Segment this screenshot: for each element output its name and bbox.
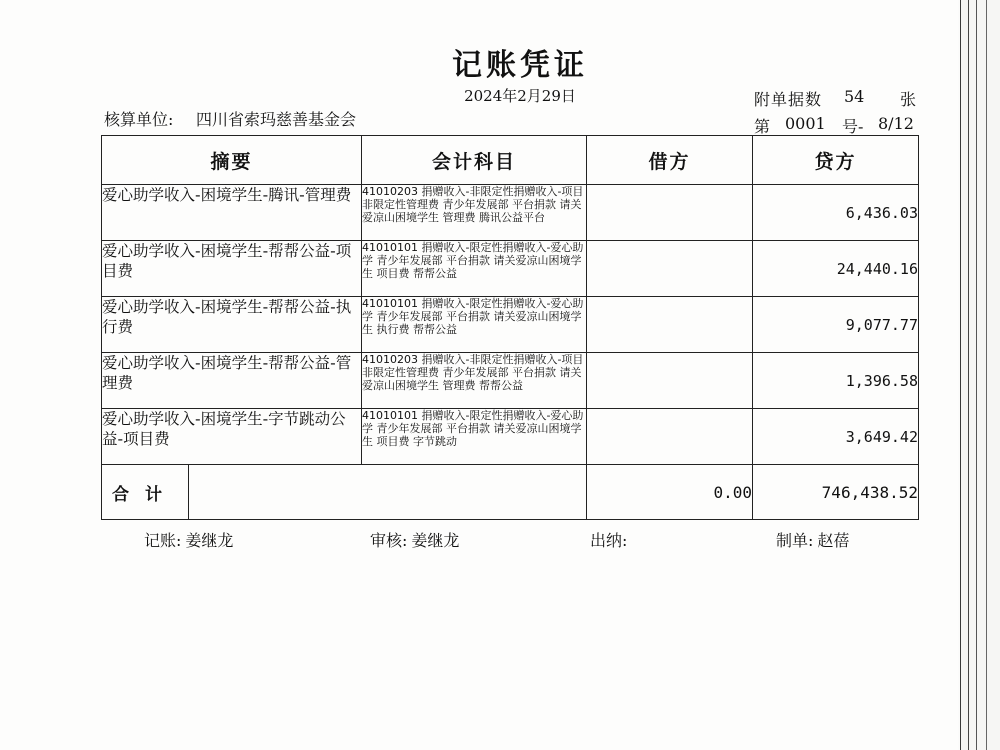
row-summary: 爱心助学收入-困境学生-帮帮公益-执行费 bbox=[102, 297, 362, 353]
row-summary: 爱心助学收入-困境学生-帮帮公益-管理费 bbox=[102, 353, 362, 409]
voucher-date: 2024年2月29日 bbox=[464, 87, 576, 105]
total-row bbox=[102, 465, 919, 520]
voucher-page-number: 8/12 bbox=[878, 114, 914, 133]
row-summary: 爱心助学收入-困境学生-帮帮公益-项目费 bbox=[102, 241, 362, 297]
table-row bbox=[102, 297, 919, 353]
bookkeeper-name: 姜继龙 bbox=[185, 531, 234, 550]
total-debit: 0.00 bbox=[587, 465, 753, 520]
table-row bbox=[102, 241, 919, 297]
row-credit: 3,649.42 bbox=[753, 409, 919, 465]
unit-value: 四川省索玛慈善基金会 bbox=[196, 110, 357, 129]
table-row bbox=[102, 409, 919, 465]
reviewer-label: 审核: bbox=[370, 531, 408, 550]
row-credit: 1,396.58 bbox=[753, 353, 919, 409]
row-debit bbox=[587, 297, 753, 353]
row-debit bbox=[587, 409, 753, 465]
header-debit: 借方 bbox=[587, 136, 753, 185]
row-summary: 爱心助学收入-困境学生-腾讯-管理费 bbox=[102, 185, 362, 241]
row-debit bbox=[587, 353, 753, 409]
preparer-signature bbox=[776, 528, 849, 551]
voucher-number: 0001 bbox=[785, 114, 826, 133]
row-account: 41010101 捐赠收入-限定性捐赠收入-爱心助学 青少年发展部 平台捐款 请关爱凉山困境学生 执行费 帮帮公益 bbox=[362, 297, 587, 353]
cashier-label: 出纳: bbox=[590, 531, 628, 550]
row-debit bbox=[587, 241, 753, 297]
voucher-table bbox=[101, 135, 919, 520]
header-account: 会计科目 bbox=[362, 136, 587, 185]
voucher-prefix: 第 bbox=[754, 117, 771, 136]
row-account: 41010203 捐赠收入-非限定性捐赠收入-项目非限定性管理费 青少年发展部 平台捐款 请关爱凉山困境学生 管理费 帮帮公益 bbox=[362, 353, 587, 409]
header-credit: 贷方 bbox=[753, 136, 919, 185]
row-debit bbox=[587, 185, 753, 241]
table-row bbox=[102, 353, 919, 409]
reviewer-signature bbox=[370, 528, 459, 551]
total-credit: 746,438.52 bbox=[753, 465, 919, 520]
attachments-label: 附单据数 bbox=[754, 90, 823, 109]
row-summary: 爱心助学收入-困境学生-字节跳动公益-项目费 bbox=[102, 409, 362, 465]
attachments-count: 54 bbox=[844, 87, 865, 106]
row-account: 41010101 捐赠收入-限定性捐赠收入-爱心助学 青少年发展部 平台捐款 请关爱凉山困境学生 项目费 帮帮公益 bbox=[362, 241, 587, 297]
total-left-cell bbox=[102, 465, 587, 520]
row-credit: 6,436.03 bbox=[753, 185, 919, 241]
voucher-title: 记账凭证 bbox=[452, 48, 588, 83]
row-credit: 24,440.16 bbox=[753, 241, 919, 297]
attachments-unit: 张 bbox=[900, 90, 917, 109]
preparer-name: 赵蓓 bbox=[817, 531, 850, 550]
voucher-suffix: 号- bbox=[842, 117, 864, 136]
table-row bbox=[102, 185, 919, 241]
reviewer-name: 姜继龙 bbox=[411, 531, 460, 550]
header-summary: 摘要 bbox=[102, 136, 362, 185]
preparer-label: 制单: bbox=[776, 531, 814, 550]
row-account: 41010101 捐赠收入-限定性捐赠收入-爱心助学 青少年发展部 平台捐款 请关爱凉山困境学生 项目费 字节跳动 bbox=[362, 409, 587, 465]
bookkeeper-label: 记账: bbox=[144, 531, 182, 550]
row-account: 41010203 捐赠收入-非限定性捐赠收入-项目非限定性管理费 青少年发展部 平台捐款 请关爱凉山困境学生 管理费 腾讯公益平台 bbox=[362, 185, 587, 241]
row-credit: 9,077.77 bbox=[753, 297, 919, 353]
cashier-signature bbox=[590, 528, 631, 551]
unit-label: 核算单位: bbox=[104, 110, 174, 129]
bookkeeper-signature bbox=[144, 528, 233, 551]
total-label: 合计 bbox=[102, 465, 189, 519]
